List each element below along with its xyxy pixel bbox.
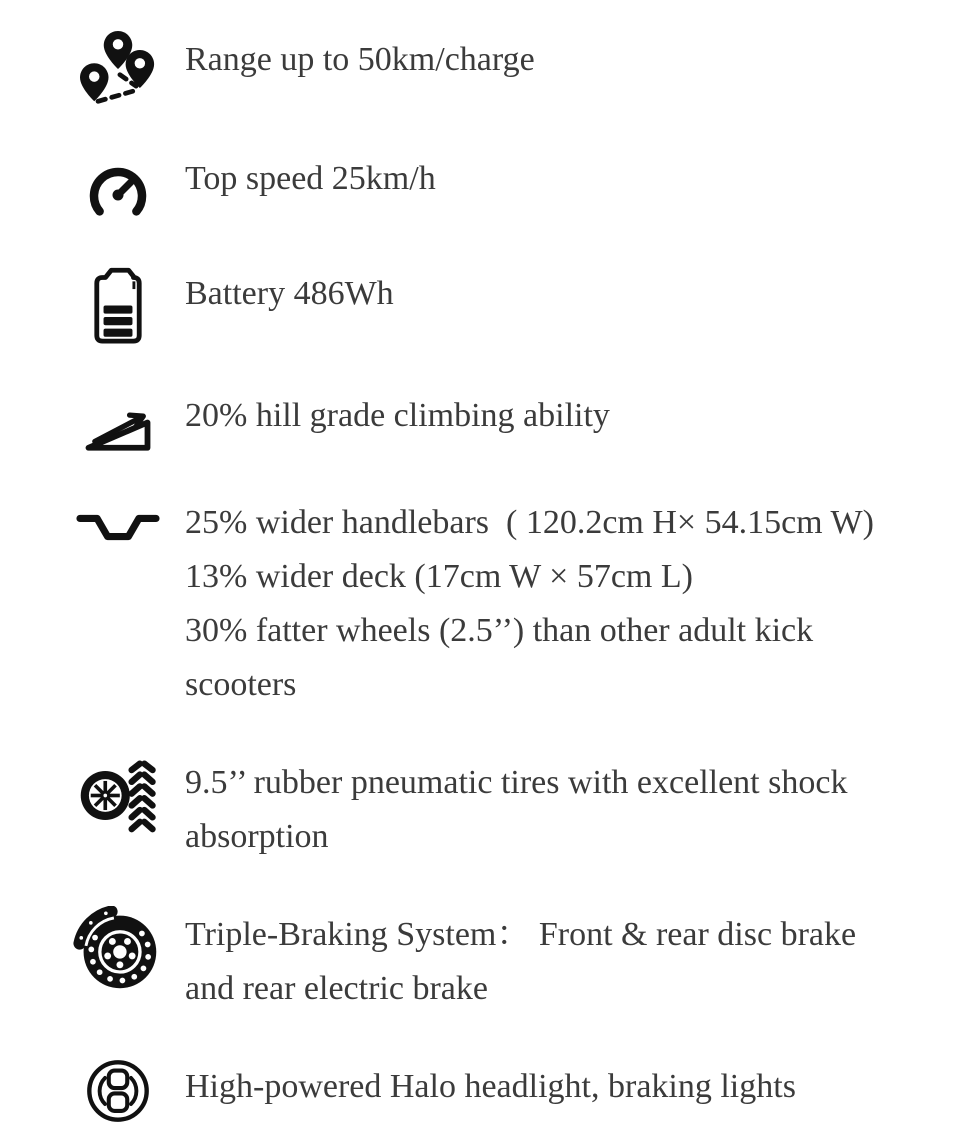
feature-text: [185, 152, 942, 206]
battery-icon: [89, 264, 147, 345]
feature-row-tires: [64, 756, 942, 864]
feature-row-lights: [64, 1060, 942, 1126]
feature-text: [185, 756, 942, 864]
feature-text-line: 25% wider handlebars ( 120.2cm H× 54.15cm W): [185, 504, 874, 541]
feature-text-line: Range up to 50km/charge: [185, 41, 535, 78]
feature-text-line: Top speed 25km/h: [185, 160, 436, 197]
feature-text: [185, 389, 942, 443]
hill-grade-icon: [82, 393, 154, 452]
feature-text: [185, 267, 942, 321]
feature-text-line: 20% hill grade climbing ability: [185, 397, 610, 434]
feature-row-dimensions: [64, 496, 942, 712]
feature-text: [185, 908, 942, 1016]
feature-text: [185, 33, 942, 87]
halo-headlight-icon: [83, 1056, 153, 1126]
handlebar-icon: [76, 508, 160, 546]
tire-tread-icon: [78, 757, 158, 834]
feature-row-range: [64, 33, 942, 108]
feature-text-line: absorption: [185, 818, 329, 855]
speedometer-icon: [86, 159, 150, 223]
feature-icon-cell: [64, 152, 172, 223]
feature-text-line: 9.5’’ rubber pneumatic tires with excellent shock: [185, 764, 848, 801]
feature-text-line: 13% wider deck (17cm W × 57cm L): [185, 558, 693, 595]
feature-text-line: and rear electric brake: [185, 970, 488, 1007]
feature-icon-cell: [64, 389, 172, 452]
disc-brake-icon: [72, 906, 164, 994]
feature-text: [185, 1060, 942, 1114]
feature-icon-cell: [64, 496, 172, 546]
feature-text-line: scooters: [185, 666, 297, 703]
route-map-pins-icon: [80, 30, 156, 108]
feature-icon-cell: [64, 908, 172, 994]
feature-icon-cell: [64, 267, 172, 345]
feature-text: [185, 496, 942, 712]
feature-icon-cell: [64, 1060, 172, 1126]
feature-icon-cell: [64, 756, 172, 834]
feature-row-battery: [64, 267, 942, 345]
feature-row-braking: [64, 908, 942, 1016]
feature-text-line: Battery 486Wh: [185, 275, 394, 312]
feature-text-line: 30% fatter wheels (2.5’’) than other adult kick: [185, 612, 814, 649]
feature-text-line: High-powered Halo headlight, braking lights: [185, 1068, 796, 1105]
feature-row-top-speed: [64, 152, 942, 223]
feature-text-line: Triple-Braking System： Front & rear disc brake: [185, 916, 857, 953]
feature-icon-cell: [64, 33, 172, 108]
feature-row-hill-grade: [64, 389, 942, 452]
